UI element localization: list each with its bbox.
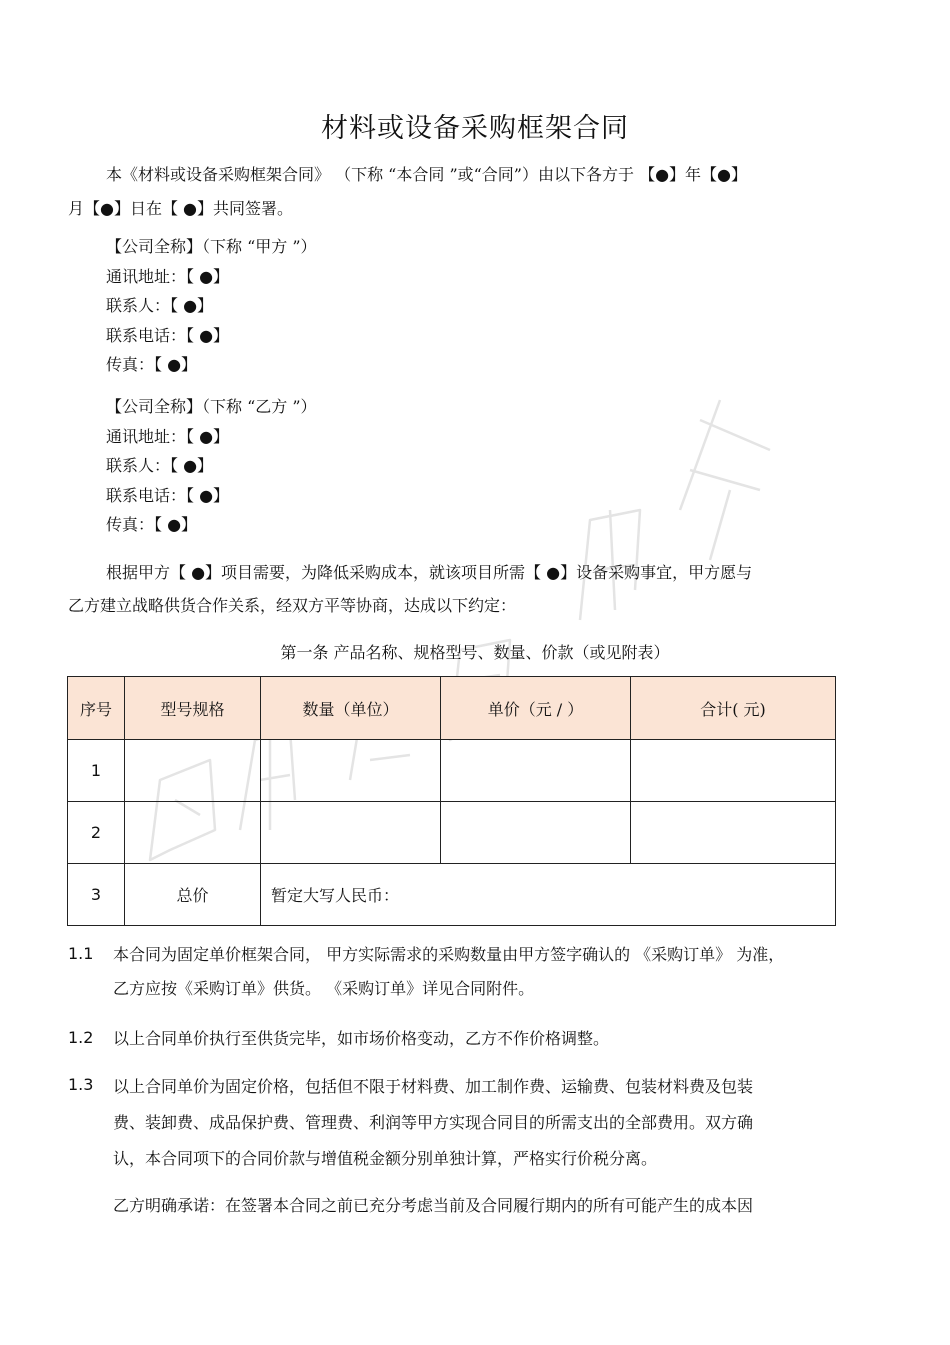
header-quantity: 数量（单位）	[261, 677, 441, 740]
cell-model	[125, 802, 261, 864]
table-header-row	[68, 677, 836, 740]
clause-text-line: 本合同为固定单价框架合同， 甲方实际需求的采购数量由甲方签字确认的 《采购订单》 为准，	[113, 945, 785, 964]
cell-quantity	[261, 802, 441, 864]
row-number: 3	[68, 864, 125, 926]
header-no: 序号	[68, 677, 125, 740]
party-a-fax: 传真：【 ●】	[106, 355, 198, 374]
basis-line-1: 根据甲方【 ●】项目需要，为降低采购成本，就该项目所需【 ●】设备采购事宜，甲方愿与	[106, 563, 753, 582]
clause-text-line: 以上合同单价为固定价格，包括但不限于材料费、加工制作费、运输费、包装材料费及包装	[113, 1077, 754, 1096]
party-a-block	[106, 232, 317, 380]
clause-text-line: 费、装卸费、成品保护费、管理费、利润等甲方实现合同目的所需支出的全部费用。双方确	[113, 1113, 754, 1132]
row-number: 2	[68, 802, 125, 864]
amount-in-words-label: 暂定大写人民币：	[261, 864, 836, 926]
cell-quantity	[261, 740, 441, 802]
clause-number: 1.3	[68, 1075, 94, 1094]
intro-line-2: 月【●】日在【 ●】共同签署。	[68, 199, 294, 218]
header-model: 型号规格	[125, 677, 261, 740]
header-unit-price: 单价（元 / ）	[441, 677, 631, 740]
party-b-phone: 联系电话：【 ●】	[106, 485, 230, 505]
clause-number: 1.1	[68, 944, 94, 963]
cell-unit-price	[441, 802, 631, 864]
document-title: 材料或设备采购框架合同	[321, 113, 629, 144]
clause-number: 1.2	[68, 1028, 94, 1047]
party-a-contact: 联系人：【 ●】	[106, 296, 214, 315]
clause-text-line: 以上合同单价执行至供货完毕，如市场价格变动，乙方不作价格调整。	[113, 1029, 610, 1048]
basis-line-2: 乙方建立战略供货合作关系，经双方平等协商，达成以下约定：	[68, 596, 517, 615]
article-1-title: 第一条 产品名称、规格型号、数量、价款（或见附表）	[280, 643, 670, 662]
party-b-address: 通讯地址：【 ●】	[106, 426, 230, 446]
cell-model	[125, 740, 261, 802]
clause-1-3	[68, 1069, 878, 1177]
clause-text-line: 认，本合同项下的合同价款与增值税金额分别单独计算，严格实行价税分离。	[113, 1149, 658, 1168]
party-a-name: 【公司全称】（下称 “甲方 ”）	[106, 237, 317, 256]
commitment-text: 乙方明确承诺：在签署本合同之前已充分考虑当前及合同履行期内的所有可能产生的成本因	[113, 1196, 754, 1215]
party-a-address: 通讯地址：【 ●】	[106, 266, 230, 286]
product-table	[67, 676, 836, 926]
clause-1-1	[68, 938, 878, 1006]
party-b-block	[106, 392, 317, 540]
cell-total	[631, 802, 836, 864]
cell-total	[631, 740, 836, 802]
party-a-phone: 联系电话：【 ●】	[106, 325, 230, 345]
clause-text-line: 乙方应按《采购订单》供货。 《采购订单》详见合同附件。	[113, 979, 535, 998]
cell-unit-price	[441, 740, 631, 802]
table-row	[68, 802, 836, 864]
intro-line-1: 本《材料或设备采购框架合同》 （下称 “本合同 ”或“合同”）由以下各方于 【●】年【●】	[106, 165, 747, 184]
table-row	[68, 864, 836, 926]
clause-1-2	[68, 1022, 878, 1056]
table-row	[68, 740, 836, 802]
header-total: 合计( 元)	[631, 677, 836, 740]
party-b-contact: 联系人：【 ●】	[106, 456, 214, 475]
party-b-fax: 传真：【 ●】	[106, 515, 198, 534]
row-number: 1	[68, 740, 125, 802]
party-b-name: 【公司全称】（下称 “乙方 ”）	[106, 397, 317, 416]
total-price-label: 总价	[125, 864, 261, 926]
